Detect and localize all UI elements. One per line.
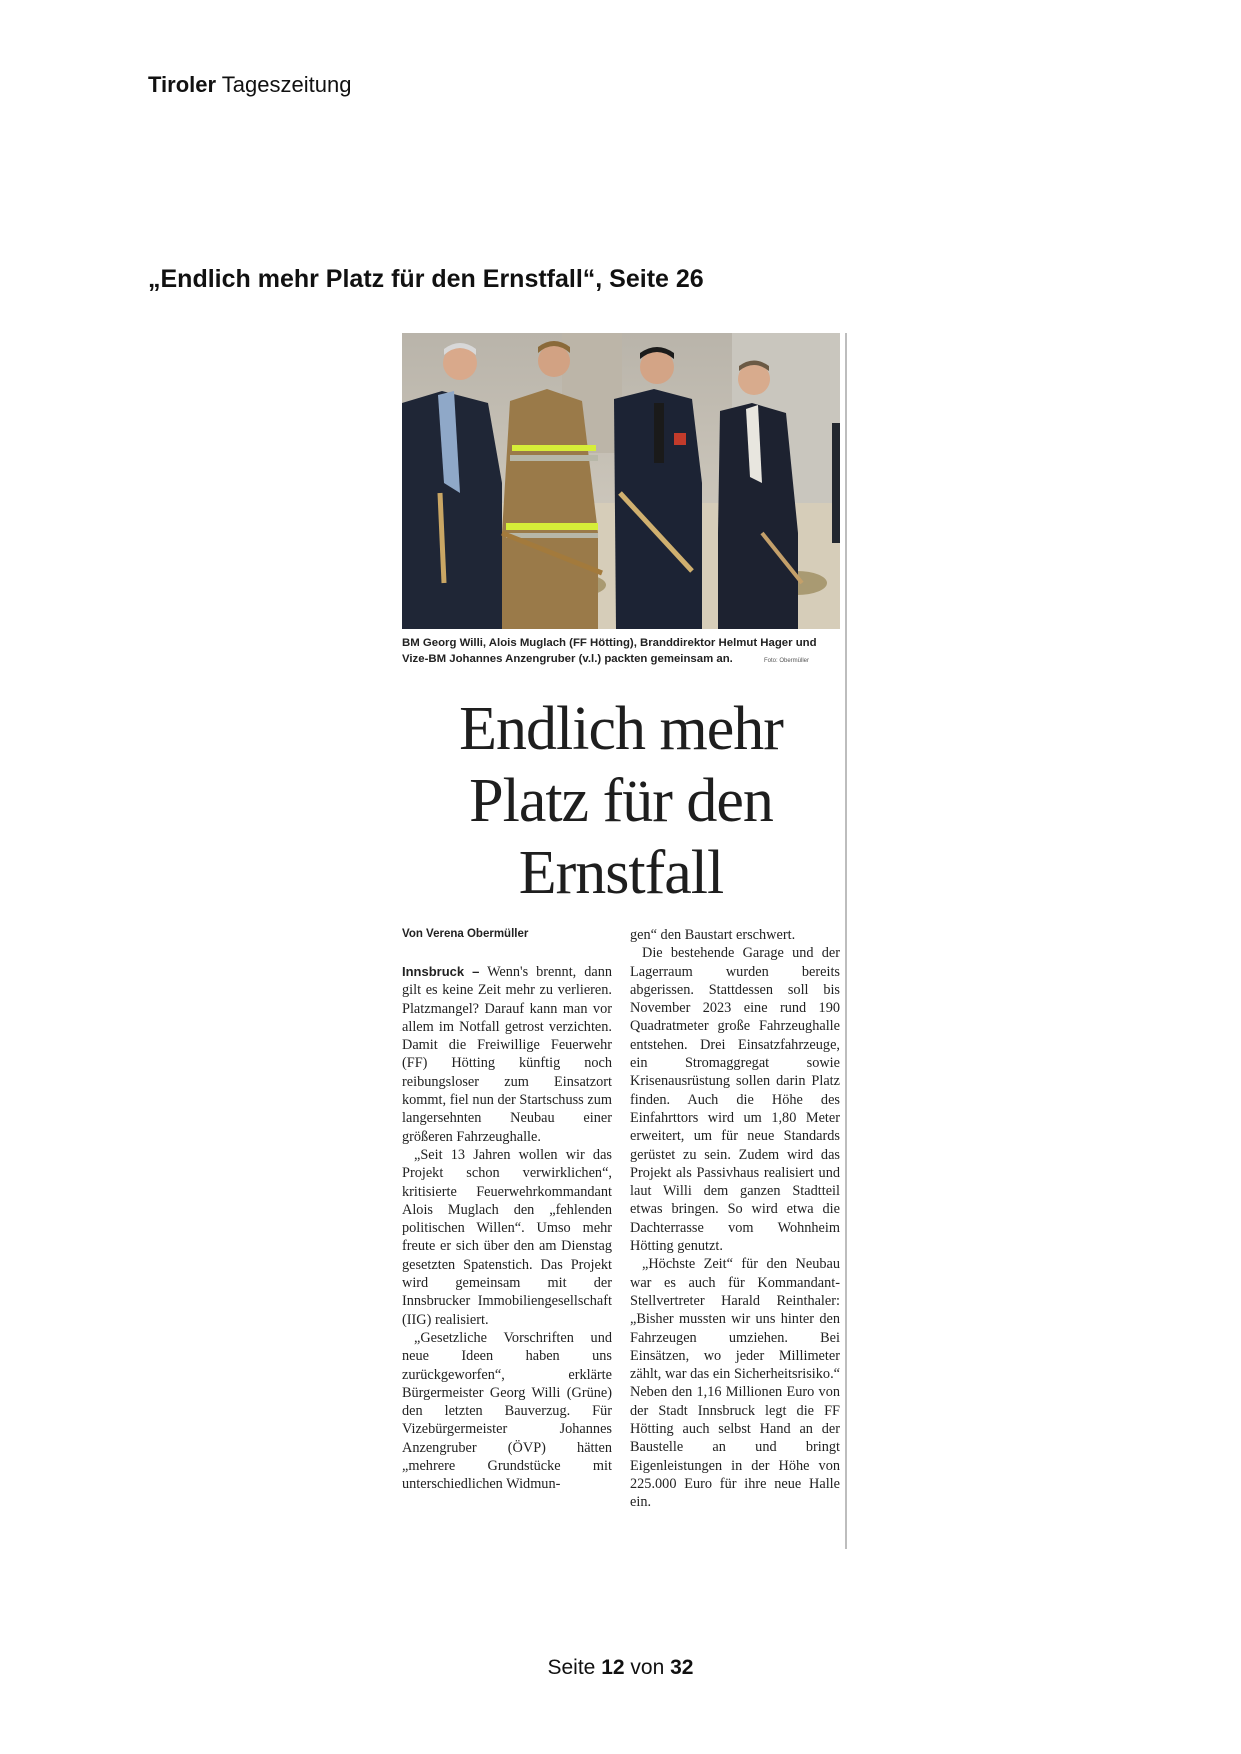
masthead [148,72,351,98]
article-paragraph [402,963,612,1146]
article-paragraph: „Seit 13 Jahren wollen wir das Projekt schon verwirklichen“, kritisierte Feuerwehrkommandant Alois Muglach den „fehlenden politischen Willen“. Umso mehr freute er sich über den am Dienstag gesetzten Spatenstich. Das Projekt wird gemeinsam mit der Innsbrucker Immobiliengesellschaft (IIG) realisiert. [402,1146,612,1328]
title-line: Ernstfall [518,839,724,907]
article-paragraph: „Höchste Zeit“ für den Neubau war es auch für Kommandant-Stellvertreter Harald Reinthaler: „Bisher mussten wir uns hinter den Fahrzeugen umziehen. Bei Einsätzen, wo jeder Millimeter zählt, war das ein Sicherheitsrisiko.“ Neben den 1,16 Millionen Euro von der Stadt Innsbruck legt die FF Hötting auch selbst Hand an der Baustelle an und bringt Eigenleistungen in der Höhe von 225.000 Euro für ihre neue Halle ein. [630,1256,840,1511]
article-paragraph: gen“ den Baustart erschwert. [630,927,796,943]
page-headline: „Endlich mehr Platz für den Ernstfall“, Seite 26 [148,265,704,293]
page-of: von [630,1656,665,1679]
dateline: Innsbruck – [402,964,480,979]
page-label: Seite [547,1656,596,1679]
article-paragraph: „Gesetzliche Vorschriften und neue Ideen haben uns zurückgeworfen“, erklärte Bürgermeister Georg Willi (Grüne) den letzten Bauverzug. Für Vizebürgermeister Johannes Anzengruber (ÖVP) hätten „mehrere Grundstücke mit unterschiedlichen Widmun- [402,1329,612,1493]
brand-bold: Tiroler [148,72,217,97]
page-current: 12 [601,1656,625,1679]
title-line: Platz für den [469,767,773,835]
paragraph-text: Wenn's brennt, dann gilt es keine Zeit mehr zu verlieren. Platzmangel? Darauf kann man vor allem im Notfall getrost verzichten. Damit die Freiwillige Feuerwehr (FF) Hötting künftig noch reibungsloser zum Einsatzort kommt, fiel nun der Startschuss zum langersehnten Neubau einer größeren Fahrzeughalle. [402,964,612,1145]
article-column-right [630,926,840,1512]
page-total: 32 [670,1656,694,1679]
newspaper-clipping [402,333,846,1549]
photo-credit: Foto: Obermüller [764,658,810,664]
title-line: Endlich mehr [459,695,783,763]
photo-caption [402,635,840,669]
caption-text: BM Georg Willi, Alois Muglach (FF Hötting), Branddirektor Helmut Hager und Vize-BM Johannes Anzengruber (v.l.) packten gemeinsam an. [402,637,817,665]
article-paragraph: Die bestehende Garage und der Lagerraum wurden bereits abgerissen. Stattdessen soll bis November 2023 eine rund 190 Quadratmeter große Fahrzeughalle entstehen. Drei Einsatzfahrzeuge, ein Stromaggregat sowie Krisenausrüstung sollen darin Platz finden. Auch die Höhe des Einfahrttors wird um 1,80 Meter erweitert, um für neue Standards gerüstet zu sein. Zudem wird das Projekt als Passivhaus realisiert und laut Willi dem ganzen Stadtteil etwas bringen. So wird etwa die Dachterrasse vom Wohnheim Hötting genutzt. [630,945,840,1255]
byline: Von Verena Obermüller [402,928,529,940]
column-rule [845,333,847,1549]
article-column-left [402,963,612,1494]
article-title [402,693,840,909]
brand-regular: Tageszeitung [221,72,352,97]
page-footer [0,1656,1241,1680]
article-photo [402,333,840,629]
